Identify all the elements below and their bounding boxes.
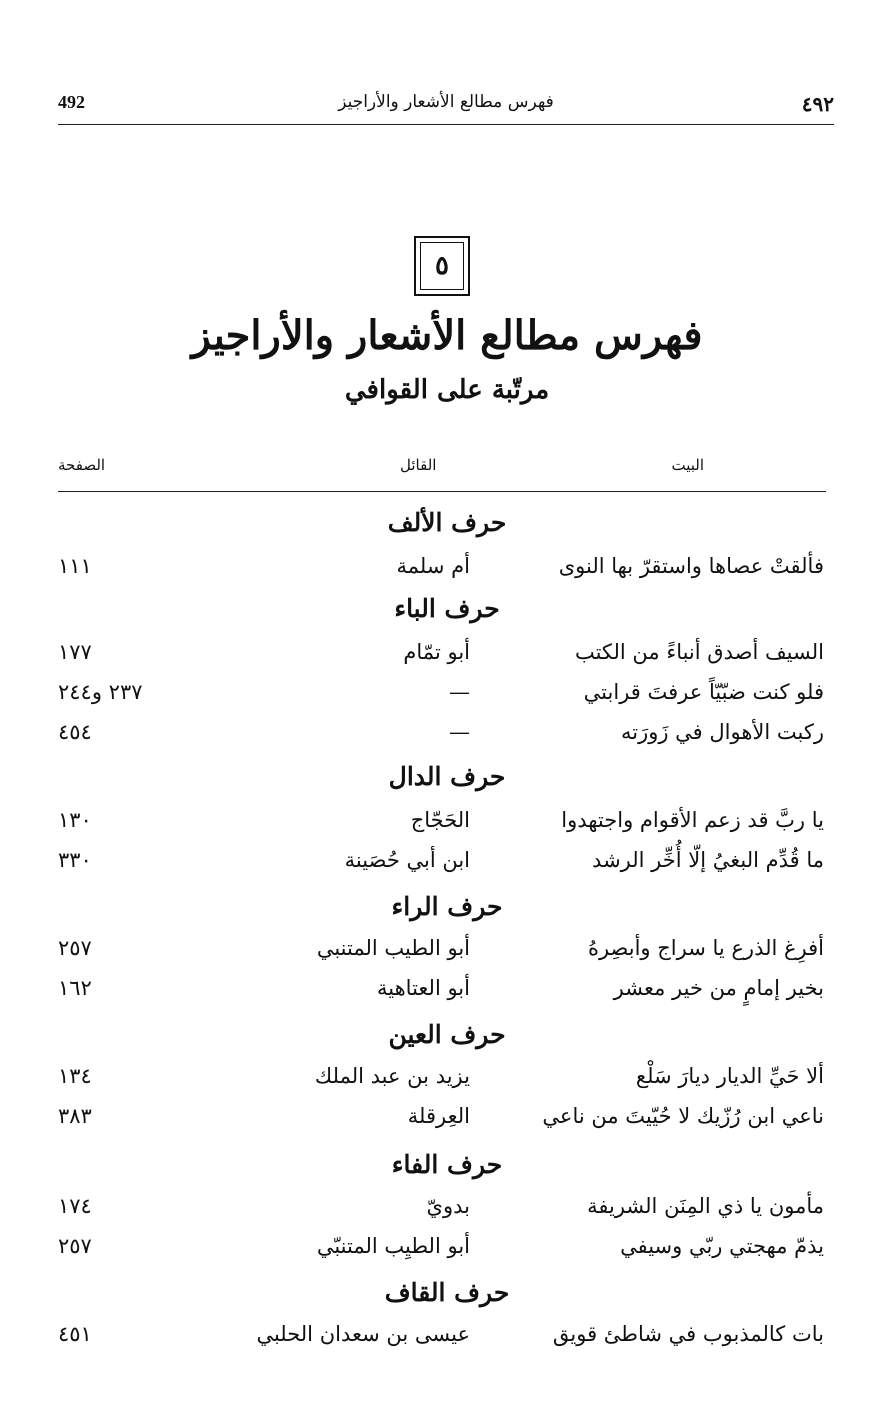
poet-name: — xyxy=(449,680,470,704)
poet-name: أم سلمة xyxy=(396,554,470,578)
section-heading: حرف القاف xyxy=(384,1278,510,1307)
verse-text: ما قُدِّم البغيُ إلّا أُخِّر الرشد xyxy=(592,848,824,872)
page-ref: ١٧٤ xyxy=(58,1194,92,1218)
verse-text: يا ربَّ قد زعم الأقوام واجتهدوا xyxy=(561,808,824,832)
poet-name: يزيد بن عبد الملك xyxy=(314,1064,470,1088)
page-subtitle: مرتّبة على القوافي xyxy=(344,375,550,405)
poet-name: أبو تمّام xyxy=(403,640,470,664)
poet-name: عيسى بن سعدان الحلبي xyxy=(256,1322,470,1346)
table-header-rule xyxy=(58,491,826,492)
verse-text: يذمّ مهجتي ربّي وسيفي xyxy=(620,1234,824,1258)
verse-text: ألا حَيِّ الديار ديارَ سَلْع xyxy=(635,1064,824,1088)
page-ref: ٤٥٤ xyxy=(58,720,92,744)
column-header-poet: القائل xyxy=(400,456,437,474)
verse-text: أفرِغ الذرع يا سراج وأبصِرهُ xyxy=(587,936,824,960)
page-number-latin: 492 xyxy=(58,92,85,112)
index-row xyxy=(0,640,894,680)
index-row xyxy=(0,1064,894,1104)
poet-name: — xyxy=(449,720,470,744)
poet-name: العِرقلة xyxy=(407,1104,470,1128)
index-row xyxy=(0,554,894,594)
verse-text: فألقتْ عصاها واستقرّ بها النوى xyxy=(558,554,824,578)
poet-name: الحَجّاج xyxy=(410,808,470,832)
index-row xyxy=(0,720,894,760)
page-ref: ٣٣٠ xyxy=(58,848,92,872)
column-header-page: الصفحة xyxy=(58,456,106,474)
index-row xyxy=(0,848,894,888)
poet-name: أبو الطيِب المتنبّي xyxy=(316,1234,470,1258)
verse-text: ركبت الأهوال في زَورَته xyxy=(620,720,824,744)
page-number-arabic: ٤٩٢ xyxy=(801,92,834,116)
index-number-box xyxy=(414,236,470,296)
page-ref: ٢٥٧ xyxy=(58,1234,92,1258)
section-heading: حرف الراء xyxy=(391,892,503,921)
index-row xyxy=(0,808,894,848)
poet-name: ابن أبي حُصَينة xyxy=(344,848,470,872)
verse-text: بخير إمامٍ من خير معشر xyxy=(613,976,824,1000)
page-ref: ٢٥٧ xyxy=(58,936,92,960)
page-ref: ٤٥١ xyxy=(58,1322,92,1346)
column-header-verse: البيت xyxy=(671,456,704,474)
page-ref: ١٣٤ xyxy=(58,1064,92,1088)
index-row xyxy=(0,680,894,720)
header-rule xyxy=(58,124,834,125)
verse-text: السيف أصدق أنباءً من الكتب xyxy=(574,640,824,664)
page-ref: ١١١ xyxy=(58,554,92,578)
poet-name: بدويّ xyxy=(426,1194,470,1218)
page-ref: ٢٣٧ و٢٤٤ xyxy=(58,680,143,704)
verse-text: بات كالمذبوب في شاطئ قويق xyxy=(552,1322,824,1346)
verse-text: فلو كنت ضبّيّاً عرفتَ قرابتي xyxy=(583,680,824,704)
page-title: فهرس مطالع الأشعار والأراجيز xyxy=(191,312,703,359)
section-heading: حرف الباء xyxy=(394,594,500,623)
page-ref: ٣٨٣ xyxy=(58,1104,92,1128)
index-row xyxy=(0,1322,894,1362)
page-ref: ١٦٢ xyxy=(58,976,92,1000)
poet-name: أبو العتاهية xyxy=(377,976,470,1000)
index-row xyxy=(0,1194,894,1234)
section-heading: حرف الألف xyxy=(387,508,507,537)
index-row xyxy=(0,976,894,1016)
verse-text: مأمون يا ذي المِنَن الشريفة xyxy=(587,1194,824,1218)
index-number: ٥ xyxy=(435,251,449,281)
running-title: فهرس مطالع الأشعار والأراجيز xyxy=(338,92,554,112)
page-ref: ١٧٧ xyxy=(58,640,92,664)
poet-name: أبو الطيب المتنبي xyxy=(316,936,470,960)
running-head xyxy=(58,92,834,122)
index-row xyxy=(0,1234,894,1274)
index-row xyxy=(0,936,894,976)
verse-text: ناعي ابن رُزّيك لا حُيّيتَ من ناعي xyxy=(542,1104,824,1128)
section-heading: حرف الفاء xyxy=(391,1150,503,1179)
section-heading: حرف الدال xyxy=(388,762,506,791)
page-ref: ١٣٠ xyxy=(58,808,92,832)
index-row xyxy=(0,1104,894,1144)
section-heading: حرف العين xyxy=(388,1020,506,1049)
